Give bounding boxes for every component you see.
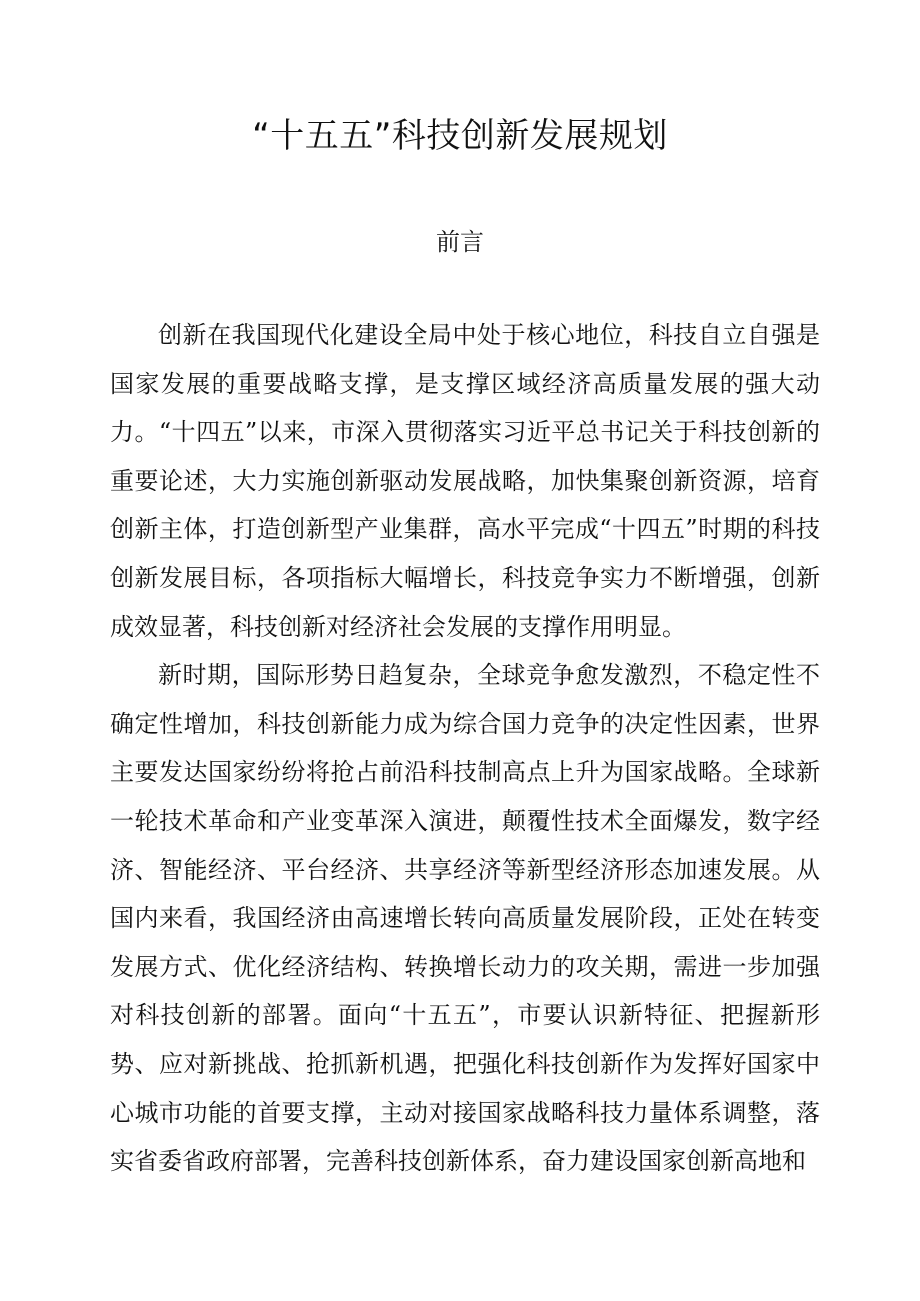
document-body bbox=[110, 311, 820, 1186]
document-title: “十五五”科技创新发展规划 bbox=[252, 116, 668, 156]
section-heading: 前言 bbox=[436, 228, 484, 256]
paragraph-1: 创新在我国现代化建设全局中处于核心地位，科技自立自强是国家发展的重要战略支撑，是支撑区域经济高质量发展的强大动力。“十四五”以来，市深入贯彻落实习近平总书记关于科技创新的重要论述，大力实施创新驱动发展战略，加快集聚创新资源，培育创新主体，打造创新型产业集群，高水平完成“十四五”时期的科技创新发展目标，各项指标大幅增长，科技竞争实力不断增强，创新成效显著，科技创新对经济社会发展的支撑作用明显。 bbox=[110, 321, 820, 641]
paragraph-2: 新时期，国际形势日趋复杂，全球竞争愈发激烈，不稳定性不确定性增加，科技创新能力成为综合国力竞争的决定性因素，世界主要发达国家纷纷将抢占前沿科技制高点上升为国家战略。全球新一轮技术革命和产业变革深入演进，颠覆性技术全面爆发，数字经济、智能经济、平台经济、共享经济等新型经济形态加速发展。从国内来看，我国经济由高速增长转向高质量发展阶段，正处在转变发展方式、优化经济结构、转换增长动力的攻关期，需进一步加强对科技创新的部署。面向“十五五”，市要认识新特征、把握新形势、应对新挑战、抢抓新机遇，把强化科技创新作为发挥好国家中心城市功能的首要支撑，主动对接国家战略科技力量体系调整，落实省委省政府部署，完善科技创新体系，奋力建设国家创新高地和 bbox=[110, 661, 820, 1176]
